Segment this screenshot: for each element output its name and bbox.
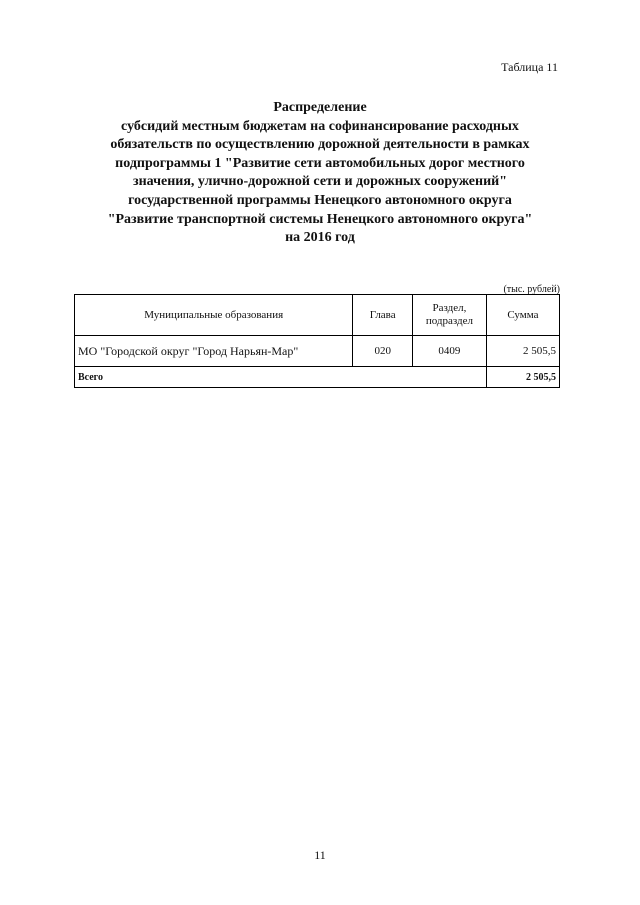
header-section-line2: подраздел — [425, 315, 473, 327]
page-number: 11 — [314, 848, 326, 862]
cell-chapter: 020 — [353, 336, 413, 367]
title-line: государственной программы Ненецкого автономного округа — [128, 192, 512, 208]
header-municipality: Муниципальные образования — [75, 295, 353, 336]
cell-municipality: МО "Городской округ "Город Нарьян-Мар" — [75, 336, 353, 367]
table-row — [75, 336, 560, 367]
title-line: субсидий местным бюджетам на софинансирование расходных — [121, 118, 519, 134]
total-sum: 2 505,5 — [486, 367, 559, 388]
cell-sum: 2 505,5 — [486, 336, 559, 367]
distribution-table — [74, 294, 560, 388]
title-line: подпрограммы 1 "Развитие сети автомобильных дорог местного — [115, 155, 525, 171]
header-chapter: Глава — [353, 295, 413, 336]
units-label: (тыс. рублей) — [503, 284, 560, 295]
header-sum: Сумма — [486, 295, 559, 336]
title-line: "Развитие транспортной системы Ненецкого автономного округа" — [107, 211, 533, 227]
title-line: значения, улично-дорожной сети и дорожных сооружений" — [132, 174, 507, 190]
total-label: Всего — [75, 367, 487, 388]
cell-section: 0409 — [412, 336, 486, 367]
title-line: на 2016 год — [285, 230, 355, 246]
total-row — [75, 367, 560, 388]
table-number-label: Таблица 11 — [501, 60, 558, 74]
header-section — [412, 295, 486, 336]
document-title — [60, 99, 580, 248]
title-line: Распределение — [273, 100, 367, 115]
header-section-line1: Раздел, — [432, 302, 467, 314]
table-header-row — [75, 295, 560, 336]
title-line: обязательств по осуществлению дорожной деятельности в рамках — [110, 137, 530, 153]
